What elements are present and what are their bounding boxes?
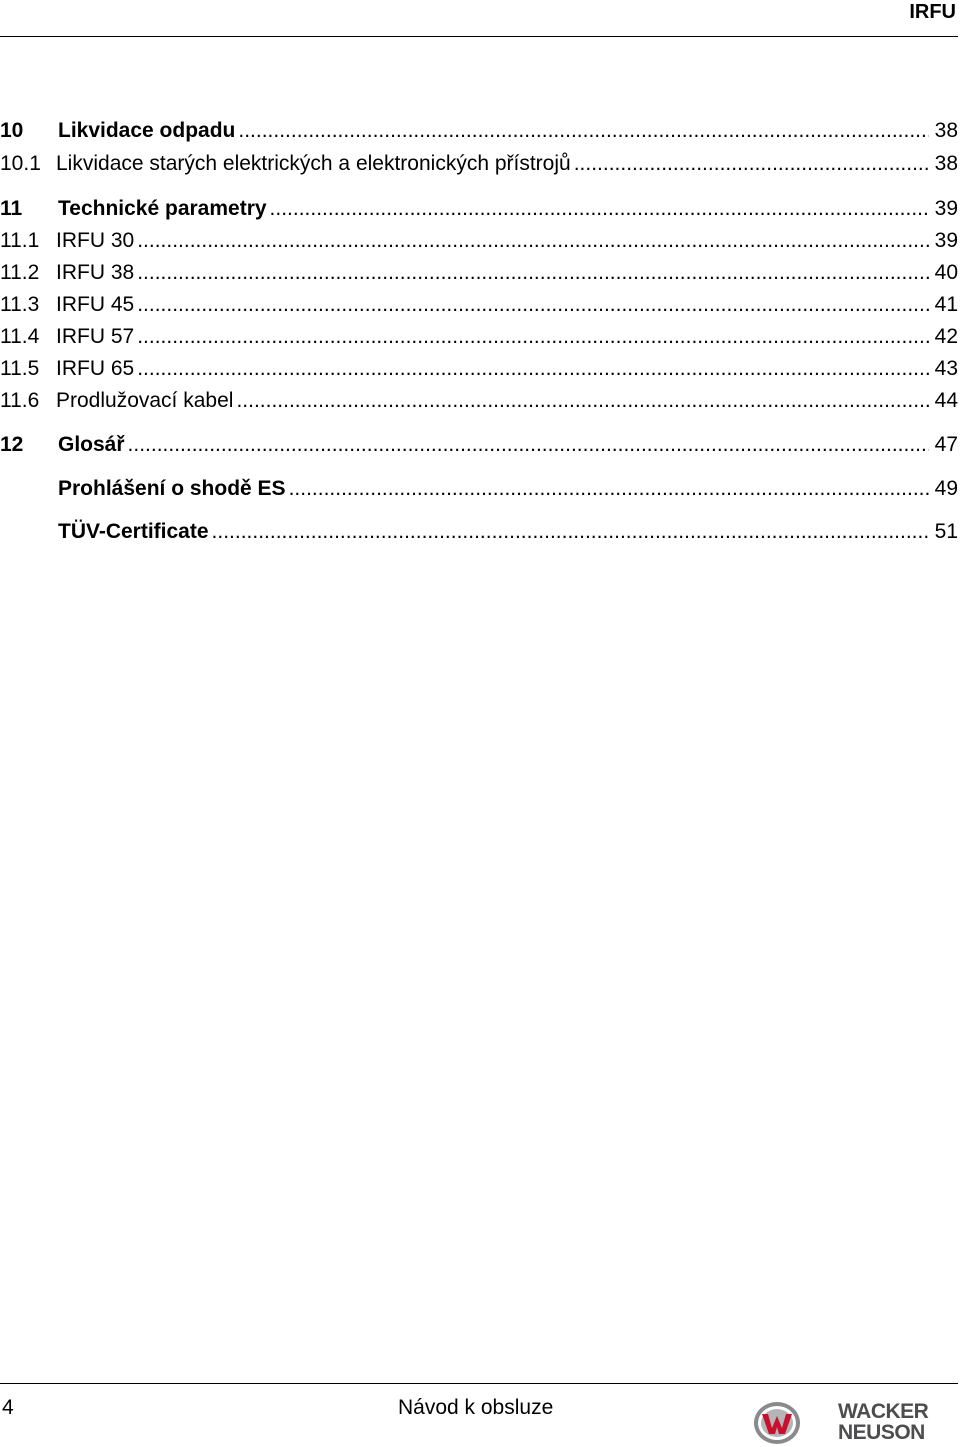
toc-dot-leader [137,290,929,320]
toc-entry[interactable] [0,386,958,416]
header-divider [0,36,958,37]
toc-entry[interactable] [0,322,958,352]
toc-dot-leader [236,386,929,416]
toc-dot-leader [212,517,929,547]
toc-entry-number: 10 [0,119,24,142]
logo-line-1: WACKER [838,1400,929,1423]
toc-entry-title: Likvidace starých elektrických a elektronických přístrojů [56,152,571,175]
footer-page-number: 4 [2,1396,14,1419]
toc-entry-title: Prohlášení o shodě ES [58,477,286,500]
toc-dot-leader [128,430,929,460]
toc-entry-title: Technické parametry [58,197,267,220]
toc-entry-page: 41 [934,293,958,316]
toc-entry-page: 43 [934,357,958,380]
toc-entry-page: 38 [934,119,958,142]
toc-entry-page: 40 [934,261,958,284]
toc-dot-leader [137,258,929,288]
toc-dot-leader [137,322,929,352]
toc-dot-leader [137,354,929,384]
toc-entry-title: IRFU 45 [56,293,135,316]
toc-entry-number: 12 [0,433,24,456]
wacker-neuson-logo-text [838,1401,958,1443]
footer-document-title: Návod k obsluze [398,1396,554,1419]
toc-entry[interactable] [0,474,958,504]
toc-dot-leader [574,149,929,179]
toc-entry[interactable] [0,116,958,146]
toc-entry[interactable] [0,517,958,547]
toc-entry[interactable] [0,354,958,384]
wacker-neuson-logo-icon [752,1400,802,1446]
toc-entry-page: 42 [934,325,958,348]
toc-entry-page: 39 [934,229,958,252]
toc-entry-number: 11.6 [0,389,40,412]
toc-entry-title: IRFU 38 [56,261,135,284]
toc-dot-leader [270,194,929,224]
toc-entry-number: 11.5 [0,357,40,380]
toc-entry[interactable] [0,226,958,256]
toc-entry-page: 44 [934,389,958,412]
toc-entry-title: Likvidace odpadu [58,119,236,142]
toc-entry-title: TÜV-Certificate [58,520,209,543]
toc-entry[interactable] [0,194,958,224]
toc-entry-number: 11.1 [0,229,40,252]
toc-entry-title: IRFU 57 [56,325,135,348]
logo-line-2: NEUSON [838,1421,925,1444]
toc-entry-number: 11.2 [0,261,40,284]
toc-entry-title: IRFU 30 [56,229,135,252]
toc-entry-page: 51 [934,520,958,543]
toc-entry-page: 38 [934,152,958,175]
toc-entry-page: 47 [934,433,958,456]
toc-entry-title: IRFU 65 [56,357,135,380]
toc-dot-leader [289,474,929,504]
toc-entry-number: 11.4 [0,325,40,348]
toc-entry[interactable] [0,290,958,320]
toc-entry[interactable] [0,149,958,179]
toc-entry-page: 39 [934,197,958,220]
toc-dot-leader [238,116,929,146]
toc-entry[interactable] [0,258,958,288]
toc-entry-number: 10.1 [0,152,41,175]
toc-entry-title: Prodlužovací kabel [56,389,234,412]
toc-entry-number: 11.3 [0,293,40,316]
toc-entry-number: 11 [0,197,23,220]
toc-entry-page: 49 [934,477,958,500]
toc-dot-leader [137,226,929,256]
footer-divider [0,1383,958,1384]
toc-entry[interactable] [0,430,958,460]
header-title: IRFU [909,1,956,23]
toc-entry-title: Glosář [58,433,125,456]
